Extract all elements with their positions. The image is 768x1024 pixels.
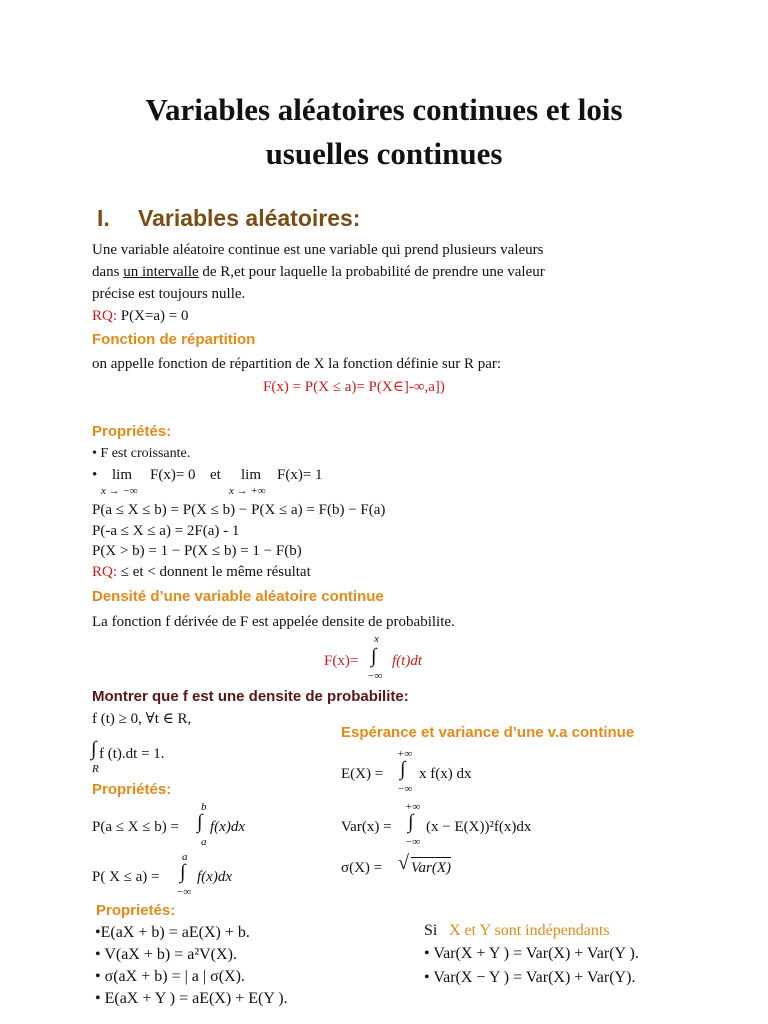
- densite-integral-sign: ∫: [371, 645, 377, 667]
- densite-text: La fonction f dérivée de F est appelée densite de probabilite.: [92, 614, 455, 630]
- props2-p1-left: P(a ≤ X ≤ b) =: [92, 819, 179, 835]
- indep-line2: • Var(X − Y ) = Var(X) + Var(Y).: [424, 969, 636, 986]
- esperance-var-integrand: (x − E(X))²f(x)dx: [426, 819, 532, 835]
- montrer-cond2-sub: R: [92, 763, 99, 775]
- props1-eq3: P(X > b) = 1 − P(X ≤ b) = 1 − F(b): [92, 543, 302, 559]
- props3-line1: •E(aX + b) = aE(X) + b.: [95, 924, 250, 941]
- props2-heading: Propriétés:: [92, 781, 172, 798]
- lim-and: et: [210, 467, 221, 483]
- props3-line2: • V(aX + b) = a²V(X).: [95, 946, 237, 963]
- densite-heading: Densité d’une variable aléatoire continue: [92, 588, 384, 605]
- props3-line4: • E(aX + Y ) = aE(X) + E(Y ).: [95, 990, 288, 1007]
- esperance-var-left: Var(x) =: [341, 819, 392, 835]
- props2-p1-integral-sign: ∫: [197, 811, 203, 833]
- props2-p1-integrand: f(x)dx: [210, 819, 245, 835]
- esperance-e-left: E(X) =: [341, 766, 384, 782]
- lim1-sub: x → −∞: [101, 485, 138, 497]
- densite-int-upper: x: [374, 633, 379, 645]
- props1-heading: Propriétés:: [92, 423, 172, 440]
- props2-p2-left: P( X ≤ a) =: [92, 869, 160, 885]
- lim1-label: lim: [112, 467, 133, 483]
- page-title-line2: usuelles continues: [265, 136, 503, 171]
- montrer-integral-sign: ∫: [91, 738, 97, 760]
- props2-p2-upper: a: [182, 851, 188, 863]
- intro-line2: [92, 261, 545, 283]
- densite-formula-left: F(x)=: [324, 653, 359, 669]
- props1-rq-label: RQ:: [92, 564, 118, 580]
- intro-text-a: dans: [92, 264, 124, 280]
- props2-p2-lower: −∞: [176, 886, 192, 898]
- esperance-var-upper: +∞: [405, 801, 421, 813]
- esperance-e-lower: −∞: [397, 783, 413, 795]
- montrer-heading: Montrer que f est une densite de probabilite:: [92, 688, 409, 705]
- intro-text-b: de R,et pour laquelle la probabilité de prendre une valeur: [198, 264, 545, 280]
- densite-int-lower: −∞: [367, 670, 383, 682]
- esperance-sigma-inner: Var(X): [411, 857, 451, 878]
- rq-label: RQ:: [92, 308, 118, 324]
- props1-eq1: P(a ≤ X ≤ b) = P(X ≤ b) − P(X ≤ a) = F(b) − F(a): [92, 502, 386, 518]
- esperance-var-integral-sign: ∫: [408, 811, 414, 833]
- esperance-heading: Espérance et variance d’une v.a continue: [341, 724, 635, 741]
- indep-si: Si: [424, 922, 438, 939]
- intro-underlined: un intervalle: [123, 264, 199, 280]
- props2-p1-upper: b: [201, 801, 207, 813]
- intro-line3: précise est toujours nulle.: [92, 286, 246, 302]
- props2-p2-integrand: f(x)dx: [197, 869, 232, 885]
- repartition-heading: Fonction de répartition: [92, 331, 256, 348]
- props1-eq2: P(-a ≤ X ≤ a) = 2F(a) - 1: [92, 523, 240, 539]
- montrer-cond2: f (t).dt = 1.: [99, 746, 165, 762]
- lim2-sub: x → +∞: [229, 485, 266, 497]
- section-number: I.: [97, 205, 110, 231]
- esperance-e-integral-sign: ∫: [400, 758, 406, 780]
- lim2-value: F(x)= 1: [277, 467, 323, 483]
- esperance-e-integrand: x f(x) dx: [419, 766, 472, 782]
- indep-line1: • Var(X + Y ) = Var(X) + Var(Y ).: [424, 945, 639, 962]
- props1-rq: [92, 561, 311, 583]
- props3-heading: Proprietés:: [96, 902, 176, 919]
- esperance-sigma-left: σ(X) =: [341, 860, 383, 876]
- props3-line3: • σ(aX + b) = | a | σ(X).: [95, 968, 245, 985]
- section-title: Variables aléatoires:: [138, 205, 361, 231]
- densite-integrand: f(t)dt: [392, 653, 422, 669]
- rq-text: P(X=a) = 0: [117, 308, 189, 324]
- lim1-value: F(x)= 0: [150, 467, 196, 483]
- props1-lim-bullet: •: [92, 467, 98, 483]
- rq-line: [92, 305, 189, 327]
- esperance-var-lower: −∞: [405, 836, 421, 848]
- props2-p1-lower: a: [201, 836, 207, 848]
- repartition-formula: F(x) = P(X ≤ a)= P(X∈]-∞,a]): [263, 379, 445, 395]
- sqrt-sign: √: [398, 852, 409, 874]
- indep-condition: X et Y sont indépendants: [449, 922, 610, 939]
- page-title: Variables aléatoires continues et lois: [145, 92, 623, 127]
- montrer-cond1: f (t) ≥ 0, ∀t ∈ R,: [92, 711, 192, 727]
- intro-line1: Une variable aléatoire continue est une variable qui prend plusieurs valeurs: [92, 242, 544, 258]
- lim2-label: lim: [241, 467, 262, 483]
- repartition-definition: on appelle fonction de répartition de X la fonction définie sur R par:: [92, 356, 502, 372]
- props2-p2-integral-sign: ∫: [180, 861, 186, 883]
- props1-item1: • F est croissante.: [92, 446, 191, 461]
- props1-rq-text: ≤ et < donnent le même résultat: [117, 564, 311, 580]
- esperance-e-upper: +∞: [397, 748, 413, 760]
